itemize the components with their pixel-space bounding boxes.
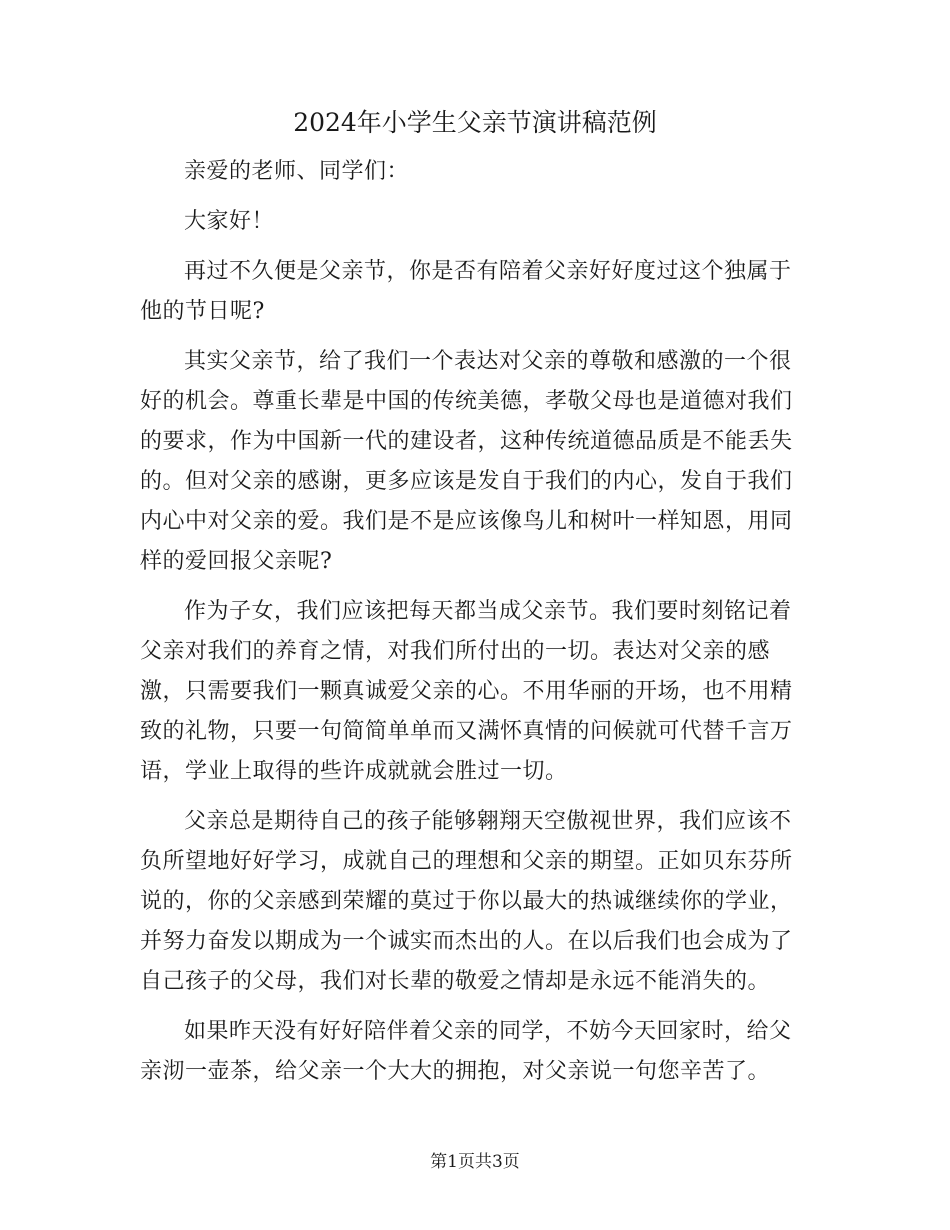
page-footer: 第1页共3页: [430, 1152, 520, 1172]
page-title: 2024年小学生父亲节演讲稿范例: [293, 108, 657, 137]
document-body: [140, 152, 802, 1102]
paragraph: 如果昨天没有好好陪伴着父亲的同学，不妨今天回家时，给父亲沏一壶茶，给父亲一个大大的拥抱，对父亲说一句您辛苦了。: [140, 1019, 792, 1084]
paragraph: 父亲总是期待自己的孩子能够翱翔天空傲视世界，我们应该不负所望地好好学习，成就自己的理想和父亲的期望。正如贝东芬所说的，你的父亲感到荣耀的莫过于你以最大的热诚继续你的学业，并努力奋发以期成为一个诚实而杰出的人。在以后我们也会成为了自己孩子的父母，我们对长辈的敬爱之情却是永远不能消失的。: [140, 809, 793, 994]
paragraph: 再过不久便是父亲节，你是否有陪着父亲好好度过这个独属于他的节日呢?: [140, 259, 792, 324]
greeting: 大家好！: [184, 209, 275, 234]
paragraph: 作为子女，我们应该把每天都当成父亲节。我们要时刻铭记着父亲对我们的养育之情，对我们所付出的一切。表达对父亲的感激，只需要我们一颗真诚爱父亲的心。不用华丽的开场，也不用精致的礼物，只要一句简简单单而又满怀真情的问候就可代替千言万语，学业上取得的些许成就就会胜过一切。: [140, 599, 793, 784]
paragraph: 其实父亲节，给了我们一个表达对父亲的尊敬和感激的一个很好的机会。尊重长辈是中国的传统美德，孝敬父母也是道德对我们的要求，作为中国新一代的建设者，这种传统道德品质是不能丢失的。但对父亲的感谢，更多应该是发自于我们的内心，发自于我们内心中对父亲的爱。我们是不是应该像鸟儿和树叶一样知恩，用同样的爱回报父亲呢?: [140, 349, 793, 574]
salutation: 亲爱的老师、同学们：: [184, 159, 410, 184]
